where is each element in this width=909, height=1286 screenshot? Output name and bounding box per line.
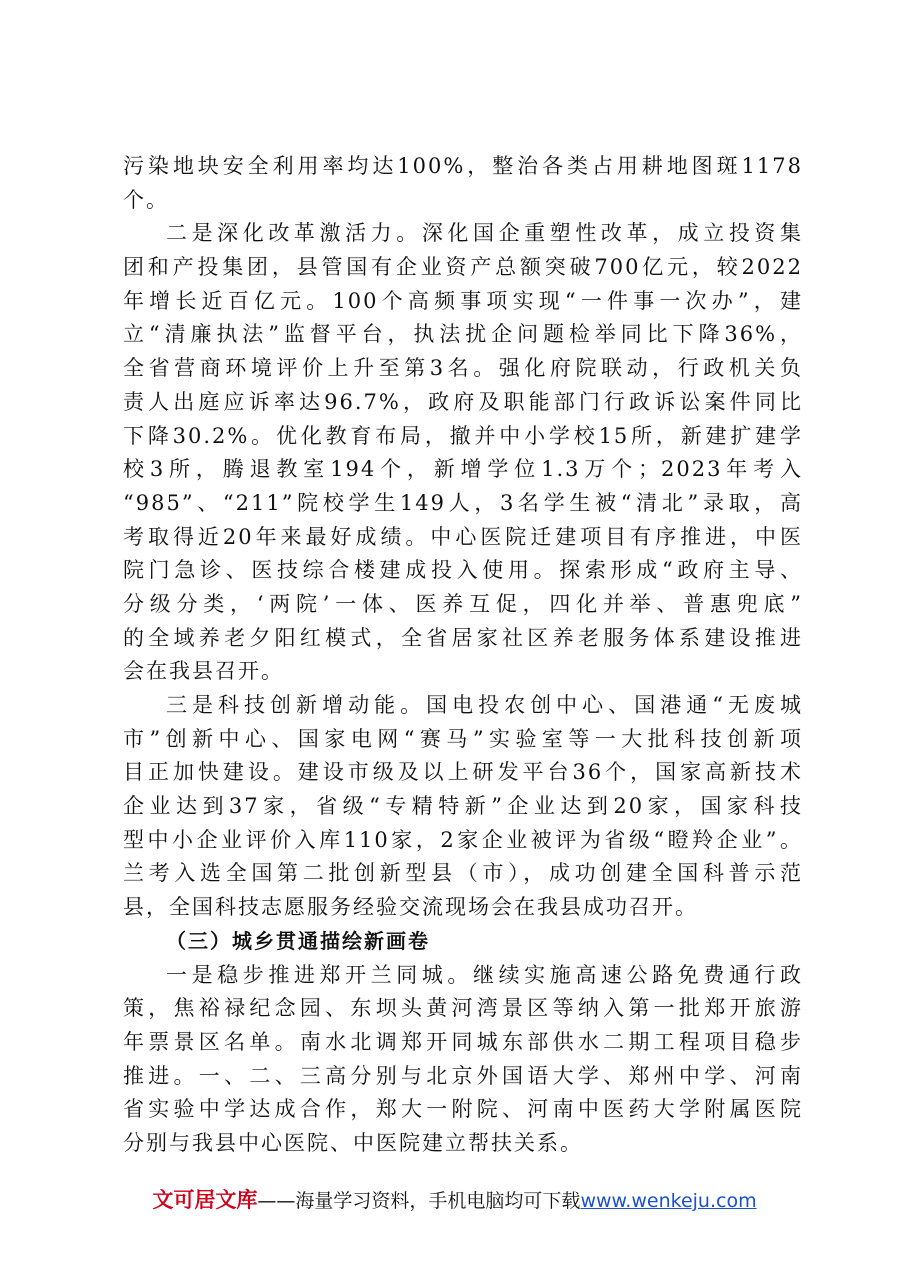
text-line: 市”创新中心、国家电网“赛马”实验室等一大批科技创新项: [123, 726, 803, 751]
text-line: 责人出庭应诉率达96.7%，政府及职能部门行政诉讼案件同比: [123, 389, 803, 414]
text-line: 团和产投集团，县管国有企业资产总额突破700亿元，较2022: [123, 255, 803, 280]
text-line: 的全域养老夕阳红模式，全省居家社区养老服务体系建设推进: [123, 625, 803, 650]
text-line: 个。: [123, 187, 169, 212]
text-line: 年增长近百亿元。100个高频事项实现“一件事一次办”，建: [123, 288, 803, 313]
text-line: 推进。一、二、三高分别与北京外国语大学、郑州中学、河南: [123, 1063, 803, 1088]
paragraph-start-line: 二是深化改革激活力。深化国企重塑性改革，成立投资集: [166, 221, 803, 246]
text-line: 校3所，腾退教室194个，新增学位1.3万个；2023年考入: [123, 457, 803, 482]
text-line: 下降30.2%。优化教育布局，撤并中小学校15所，新建扩建学: [123, 423, 803, 448]
footer-slogan: ——海量学习资料，手机电脑均可下载: [257, 1190, 581, 1212]
text-line: 污染地块安全利用率均达100%，整治各类占用耕地图斑1178: [123, 154, 803, 178]
text-line: 企业达到37家，省级“专精特新”企业达到20家，国家科技: [123, 794, 803, 819]
text-line: 分别与我县中心医院、中医院建立帮扶关系。: [123, 1130, 583, 1155]
text-line: 分级分类，‘两院’一体、医养互促，四化并举、普惠兜底”: [123, 591, 803, 616]
text-line: 立“清廉执法”监督平台，执法扰企问题检举同比下降36%，: [123, 322, 803, 347]
text-line: 县，全国科技志愿服务经验交流现场会在我县成功召开。: [123, 895, 698, 920]
paragraph-start-line: 三是科技创新增动能。国电投农创中心、国港通“无废城: [166, 693, 803, 717]
text-line: 策，焦裕禄纪念园、东坝头黄河湾景区等纳入第一批郑开旅游: [123, 996, 803, 1021]
text-line: 年票景区名单。南水北调郑开同城东部供水二期工程项目稳步: [123, 1029, 803, 1054]
text-line: 考取得近20年来最好成绩。中心医院迁建项目有序推进，中医: [123, 524, 803, 549]
text-line: 型中小企业评价入库110家，2家企业被评为省级“瞪羚企业”。: [123, 827, 803, 852]
text-line: “985”、“211”院校学生149人，3名学生被“清北”录取，高: [123, 490, 803, 515]
paragraph-start-line: 一是稳步推进郑开兰同城。继续实施高速公路免费通行政: [166, 962, 803, 987]
text-line: 院门急诊、医技综合楼建成投入使用。探索形成“政府主导、: [123, 558, 803, 583]
text-line: 省实验中学达成合作，郑大一附院、河南中医药大学附属医院: [123, 1097, 803, 1122]
text-line: 兰考入选全国第二批创新型县（市），成功创建全国科普示范: [123, 861, 803, 886]
website-link[interactable]: www.wenkeju.com: [580, 1190, 757, 1212]
brand-name: 文可居文库: [152, 1188, 258, 1212]
text-line: 会在我县召开。: [123, 659, 284, 684]
footer-banner: [0, 1184, 909, 1214]
text-line: 目正加快建设。建设市级及以上研发平台36个，国家高新技术: [123, 760, 803, 785]
text-line: 全省营商环境评价上升至第3名。强化府院联动，行政机关负: [123, 356, 803, 381]
section-heading: （三）城乡贯通描绘新画卷: [166, 928, 430, 953]
document-body: [123, 150, 803, 1161]
